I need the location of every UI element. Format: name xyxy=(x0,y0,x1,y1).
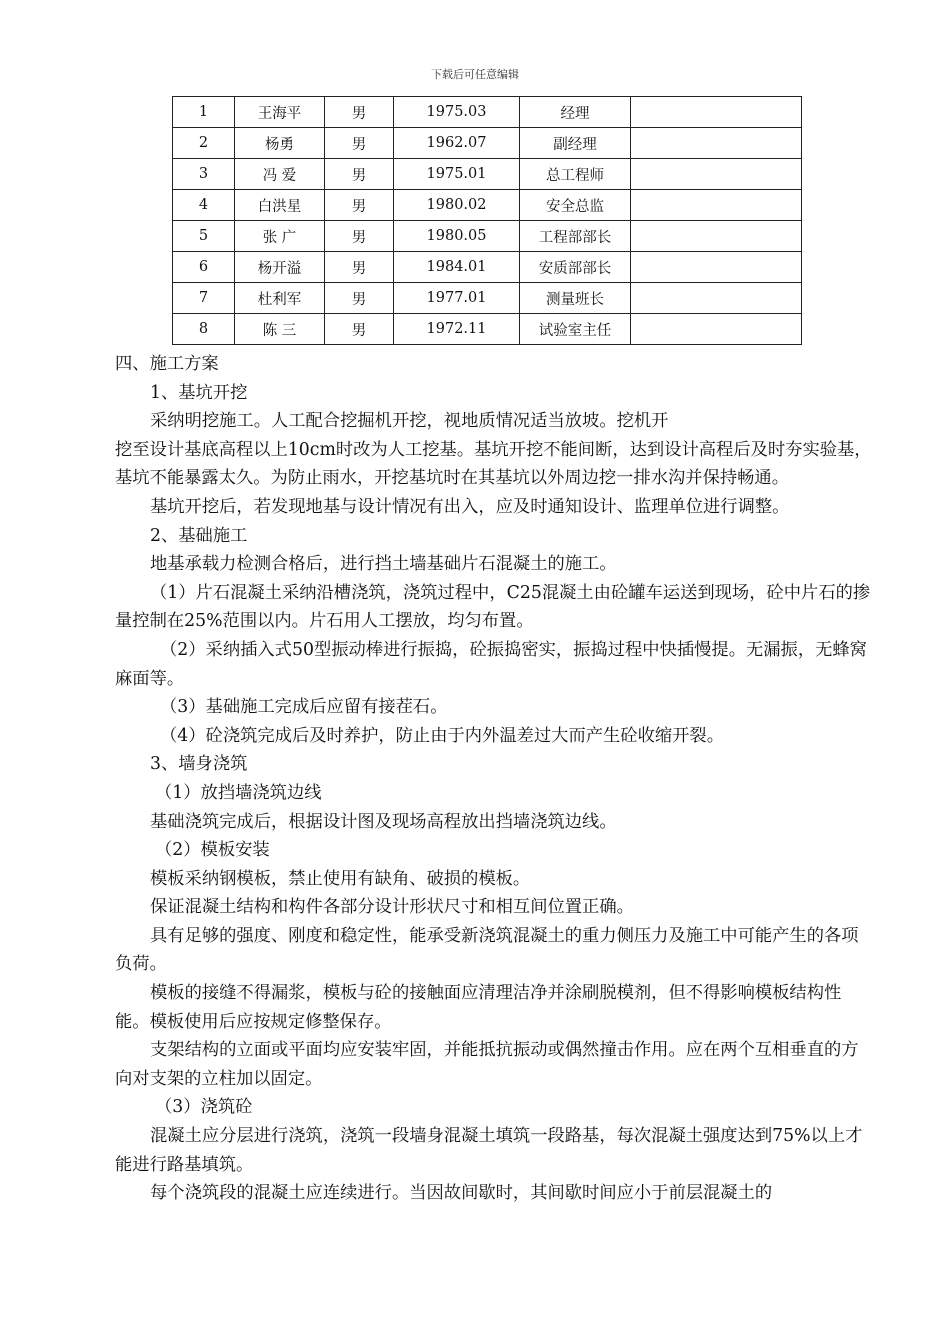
table-cell: 1972.11 xyxy=(394,314,520,345)
table-cell xyxy=(631,221,802,252)
table-cell: 白洪星 xyxy=(235,190,325,221)
table-cell: 1975.03 xyxy=(394,97,520,128)
table-cell: 杜利军 xyxy=(235,283,325,314)
table-cell: 经理 xyxy=(520,97,631,128)
paragraph: 基坑开挖后，若发现地基与设计情况有出入，应及时通知设计、监理单位进行调整。 xyxy=(150,496,790,517)
section-heading: 四、施工方案 xyxy=(115,354,219,374)
sub-item-heading: （3）浇筑砼 xyxy=(155,1097,253,1118)
table-cell: 男 xyxy=(325,252,394,283)
paragraph: 具有足够的强度、刚度和稳定性，能承受新浇筑混凝土的重力侧压力及施工中可能产生的各项负荷。 xyxy=(115,925,859,975)
paragraph: 保证混凝土结构和构件各部分设计形状尺寸和相互间位置正确。 xyxy=(150,897,634,918)
paragraph: 支架结构的立面或平面均应安装牢固，并能抵抗振动或偶然撞击作用。应在两个互相垂直的方向对支架的立柱加以固定。 xyxy=(115,1040,859,1089)
table-cell: 王海平 xyxy=(235,97,325,128)
table-cell: 杨开溢 xyxy=(235,252,325,283)
paragraph: （4）砼浇筑完成后及时养护，防止由于内外温差过大而产生砼收缩开裂。 xyxy=(160,725,724,746)
table-cell: 1 xyxy=(173,97,235,128)
table-cell: 1975.01 xyxy=(394,159,520,190)
paragraph: 模板采纳钢模板，禁止使用有缺角、破损的模板。 xyxy=(150,868,531,889)
table-row xyxy=(173,97,802,128)
paragraph: 混凝土应分层进行浇筑，浇筑一段墙身混凝土填筑一段路基，每次混凝土强度达到75%以上才能进行路基填筑。 xyxy=(115,1126,863,1175)
table-cell: 男 xyxy=(325,159,394,190)
paragraph: 模板的接缝不得漏浆，模板与砼的接触面应清理洁净并涂刷脱模剂，但不得影响模板结构性能。模板使用后应按规定修整保存。 xyxy=(115,983,842,1032)
table-cell xyxy=(631,314,802,345)
sub-item-heading: （2）模板安装 xyxy=(155,840,270,861)
staff-table xyxy=(172,96,802,345)
table-cell xyxy=(631,97,802,128)
table-cell xyxy=(631,252,802,283)
table-cell: 副经理 xyxy=(520,128,631,159)
paragraph: 挖至设计基底高程以上10cm时改为人工挖基。基坑开挖不能间断，达到设计高程后及时夯实验基，基坑不能暴露太久。为防止雨水，开挖基坑时在其基坑以外周边挖一排水沟并保持畅通。 xyxy=(115,439,872,489)
table-cell: 总工程师 xyxy=(520,159,631,190)
table-cell: 测量班长 xyxy=(520,283,631,314)
table-cell: 工程部部长 xyxy=(520,221,631,252)
table-cell: 1980.05 xyxy=(394,221,520,252)
table-row xyxy=(173,252,802,283)
paragraph: 地基承载力检测合格后，进行挡土墙基础片石混凝土的施工。 xyxy=(150,554,617,575)
table-row xyxy=(173,128,802,159)
table-cell: 安全总监 xyxy=(520,190,631,221)
table-cell: 男 xyxy=(325,314,394,345)
table-cell: 冯 爱 xyxy=(235,159,325,190)
paragraph: 每个浇筑段的混凝土应连续进行。当因故间歇时，其间歇时间应小于前层混凝土的 xyxy=(150,1183,773,1204)
paragraph: 采纳明挖施工。人工配合挖掘机开挖，视地质情况适当放坡。挖机开 xyxy=(150,411,669,432)
table-cell: 1977.01 xyxy=(394,283,520,314)
table-row xyxy=(173,159,802,190)
subsection-heading: 3、墙身浇筑 xyxy=(150,754,248,775)
table-cell: 男 xyxy=(325,221,394,252)
table-cell: 8 xyxy=(173,314,235,345)
page-header: 下载后可任意编辑 xyxy=(431,68,519,81)
table-cell: 男 xyxy=(325,190,394,221)
table-cell xyxy=(631,159,802,190)
table-cell: 男 xyxy=(325,283,394,314)
table-row xyxy=(173,314,802,345)
table-cell: 男 xyxy=(325,128,394,159)
table-cell: 安质部部长 xyxy=(520,252,631,283)
table-cell: 男 xyxy=(325,97,394,128)
subsection-heading: 1、基坑开挖 xyxy=(150,382,248,403)
sub-item-heading: （1）放挡墙浇筑边线 xyxy=(155,782,322,803)
table-cell: 4 xyxy=(173,190,235,221)
paragraph: （1）片石混凝土采纳沿槽浇筑，浇筑过程中，C25混凝土由砼罐车运送到现场，砼中片石的掺量控制在25%范围以内。片石用人工摆放，均匀布置。 xyxy=(115,582,871,632)
table-cell xyxy=(631,283,802,314)
table-cell: 5 xyxy=(173,221,235,252)
table-cell: 1962.07 xyxy=(394,128,520,159)
paragraph: （3）基础施工完成后应留有接茬石。 xyxy=(160,697,448,718)
table-row xyxy=(173,283,802,314)
table-row xyxy=(173,221,802,252)
table-cell: 3 xyxy=(173,159,235,190)
table-cell: 试验室主任 xyxy=(520,314,631,345)
table-cell: 陈 三 xyxy=(235,314,325,345)
paragraph: （2）采纳插入式50型振动棒进行振捣，砼振捣密实，振捣过程中快插慢提。无漏振，无蜂窝麻面等。 xyxy=(115,639,867,689)
subsection-heading: 2、基础施工 xyxy=(150,525,248,546)
table-cell: 杨勇 xyxy=(235,128,325,159)
table-cell xyxy=(631,190,802,221)
table-cell xyxy=(631,128,802,159)
table-cell: 6 xyxy=(173,252,235,283)
table-row xyxy=(173,190,802,221)
paragraph: 基础浇筑完成后，根据设计图及现场高程放出挡墙浇筑边线。 xyxy=(150,811,617,832)
table-cell: 张 广 xyxy=(235,221,325,252)
table-cell: 2 xyxy=(173,128,235,159)
table-cell: 7 xyxy=(173,283,235,314)
document-body xyxy=(115,350,875,1208)
table-cell: 1984.01 xyxy=(394,252,520,283)
table-cell: 1980.02 xyxy=(394,190,520,221)
